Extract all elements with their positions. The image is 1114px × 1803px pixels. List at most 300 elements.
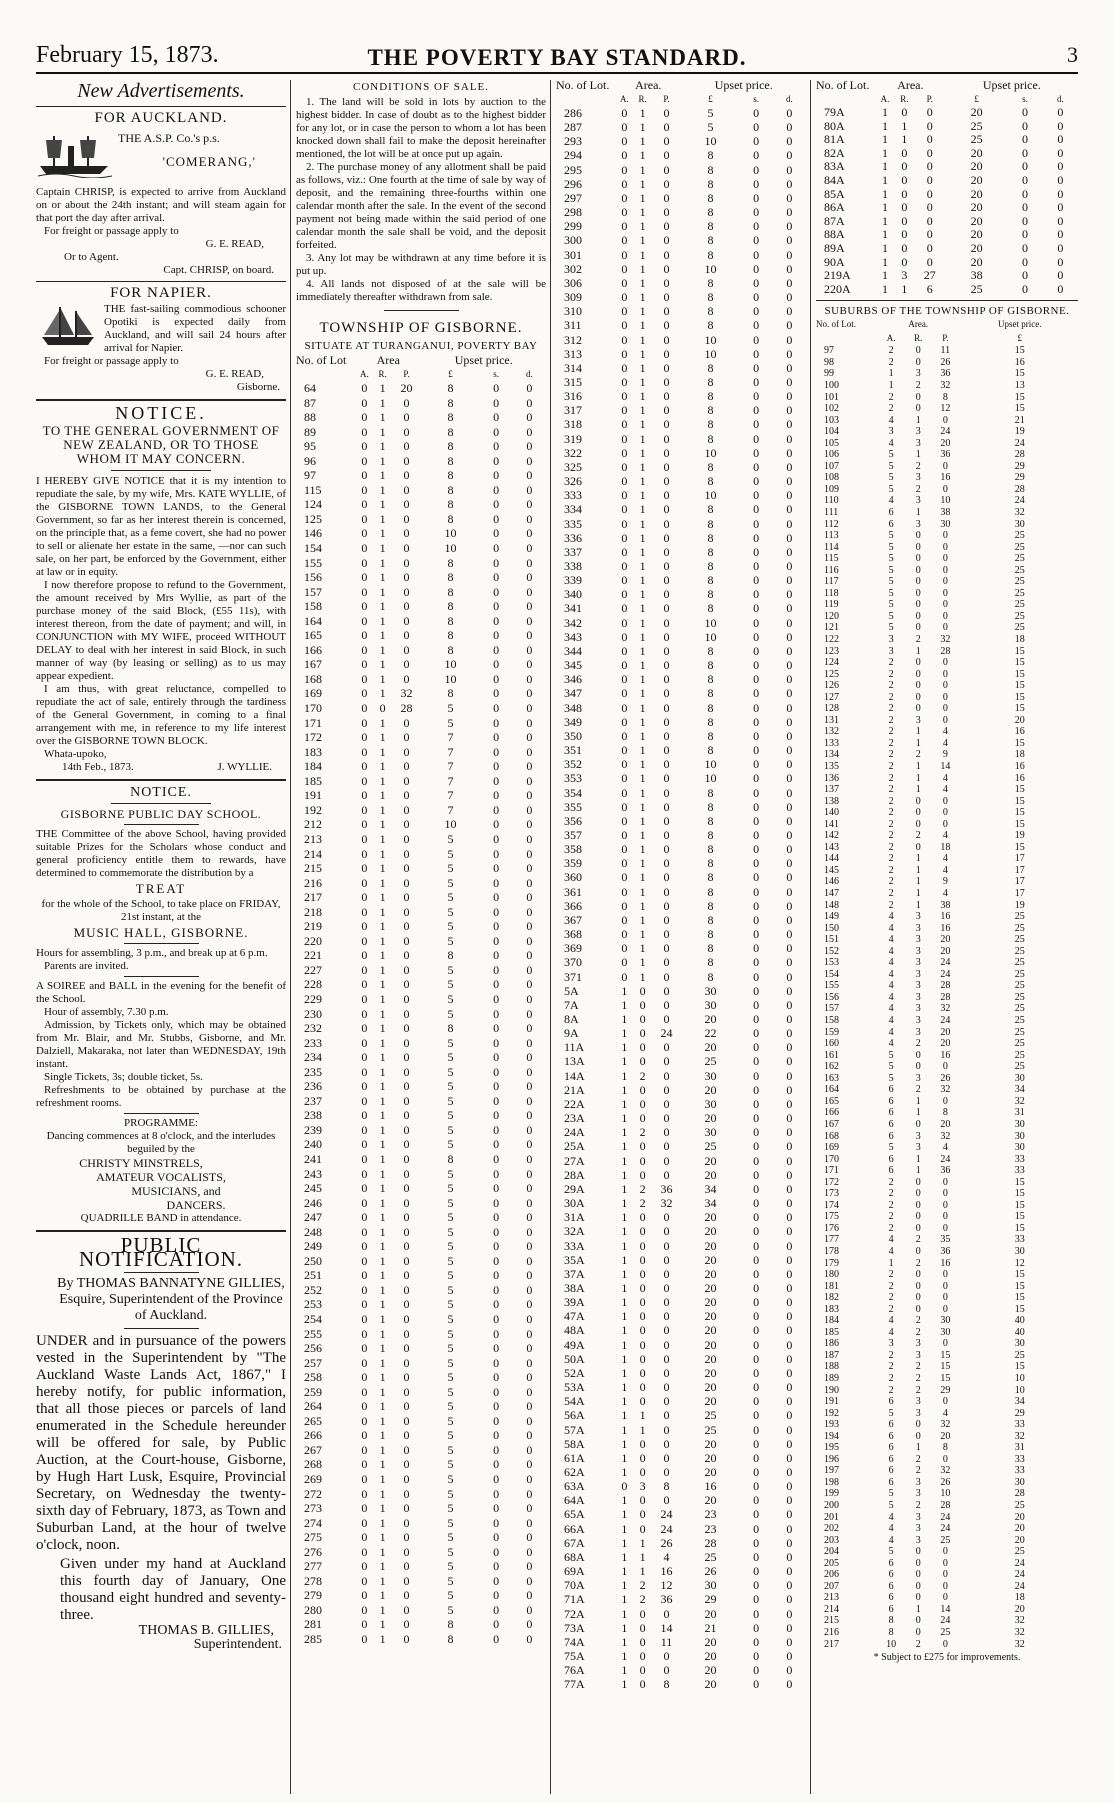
area-acres: 0 — [621, 643, 628, 658]
lot-number: 342 — [564, 615, 582, 630]
price-pence: 0 — [786, 927, 793, 942]
column-conditions-township — [296, 78, 546, 1796]
area-acres: 4 — [888, 957, 894, 969]
area-acres: 2 — [888, 818, 894, 830]
lot-number: 275 — [304, 1530, 322, 1545]
price-pounds: 16 — [704, 1479, 717, 1494]
lot-number: 212 — [304, 817, 322, 832]
lot-number: 194 — [824, 1430, 839, 1442]
price-pounds: 5 — [447, 1282, 454, 1297]
price-pence: 0 — [526, 788, 533, 803]
area-roods: 2 — [915, 830, 921, 842]
lot-number: 229 — [304, 991, 322, 1006]
lot-number: 64A — [564, 1493, 585, 1508]
lot-number: 183 — [824, 1303, 839, 1315]
area-roods: 0 — [915, 553, 921, 565]
lot-number: 326 — [564, 474, 582, 489]
area-perches: 0 — [403, 1573, 410, 1588]
price-shillings: 0 — [493, 1195, 500, 1210]
area-acres: 1 — [621, 1040, 628, 1055]
col-header-price: Upset price. — [997, 319, 1042, 330]
table-row — [556, 1394, 806, 1408]
area-perches: 0 — [663, 1606, 670, 1621]
lot-number: 198 — [824, 1476, 839, 1488]
lot-number: 151 — [824, 934, 839, 946]
area-acres: 5 — [888, 1072, 894, 1084]
area-roods: 1 — [379, 1079, 386, 1094]
area-perches: 0 — [663, 1096, 670, 1111]
lot-number: 166 — [824, 1107, 839, 1119]
price-pence: 0 — [786, 1054, 793, 1069]
price-pounds: 5 — [447, 1050, 454, 1065]
price-pence: 0 — [786, 1111, 793, 1126]
area-acres: 0 — [621, 573, 628, 588]
price-pence: 0 — [786, 1507, 793, 1522]
price-pounds: 8 — [707, 827, 714, 842]
area-roods: 1 — [379, 395, 386, 410]
area-perches: 0 — [403, 1035, 410, 1050]
area-acres: 5 — [888, 472, 894, 484]
price-pounds: 8 — [707, 672, 714, 687]
price-pence: 0 — [526, 1384, 533, 1399]
area-perches: 20 — [940, 1430, 951, 1442]
area-acres: 0 — [621, 544, 628, 559]
area-roods: 2 — [915, 1234, 921, 1246]
area-roods: 0 — [915, 610, 921, 622]
price-pounds: 25 — [1014, 622, 1025, 634]
table-row — [556, 276, 806, 290]
price-shillings: 0 — [493, 1064, 500, 1079]
table-row — [816, 680, 1078, 692]
area-acres: 0 — [621, 233, 628, 248]
table-row — [556, 333, 806, 347]
table-row — [556, 1493, 806, 1507]
area-perches: 0 — [663, 275, 670, 290]
lot-number: 230 — [304, 1006, 322, 1021]
lot-number: 88A — [824, 227, 845, 242]
lot-number: 47A — [564, 1309, 585, 1324]
area-roods: 1 — [379, 1093, 386, 1108]
lot-number: 24A — [564, 1125, 585, 1140]
lot-number: 114 — [824, 541, 839, 553]
price-shillings: 0 — [493, 817, 500, 832]
price-pounds: 5 — [447, 1384, 454, 1399]
lot-number: 248 — [304, 1224, 322, 1239]
area-perches: 15 — [940, 1361, 951, 1373]
area-roods: 1 — [639, 318, 646, 333]
table-row — [556, 800, 806, 814]
price-shillings: 0 — [753, 1507, 760, 1522]
price-shillings: 0 — [753, 559, 760, 573]
price-pounds: 15 — [1014, 657, 1025, 669]
area-roods: 0 — [915, 564, 921, 576]
divider — [124, 1328, 199, 1329]
price-pounds: 5 — [447, 1588, 454, 1603]
lot-number: 264 — [304, 1399, 322, 1414]
price-pence: 0 — [526, 1253, 533, 1268]
area-perches: 0 — [663, 290, 670, 305]
price-shillings: 0 — [493, 468, 500, 483]
price-pence: 0 — [526, 642, 533, 657]
area-perches: 20 — [940, 945, 951, 957]
price-pounds: 8 — [707, 318, 714, 333]
price-pounds: 10 — [704, 771, 717, 786]
schooner-icon — [38, 305, 98, 349]
lot-number: 316 — [564, 389, 582, 404]
lot-number: 349 — [564, 714, 582, 729]
lot-number: 172 — [304, 730, 322, 745]
price-pence: 0 — [526, 875, 533, 890]
lot-number: 174 — [824, 1199, 839, 1211]
area-roods: 0 — [639, 1323, 646, 1338]
area-roods: 1 — [379, 1530, 386, 1545]
area-roods: 0 — [915, 587, 921, 599]
area-roods: 1 — [639, 488, 646, 503]
area-acres: 0 — [621, 346, 628, 361]
price-pounds: 8 — [707, 275, 714, 290]
price-pounds: 8 — [707, 884, 714, 899]
area-acres: 0 — [621, 445, 628, 460]
price-pence: 0 — [526, 1632, 533, 1647]
area-acres: 1 — [621, 1521, 628, 1536]
price-pence: 0 — [786, 997, 793, 1012]
area-perches: 0 — [663, 459, 670, 474]
price-shillings: 0 — [753, 332, 760, 347]
price-pounds: 20 — [970, 200, 983, 215]
area-acres: 0 — [621, 870, 628, 885]
price-pence: 0 — [1057, 200, 1064, 215]
lot-number: 169 — [304, 686, 322, 701]
area-acres: 0 — [361, 715, 368, 730]
col-header-area: Area. — [897, 78, 924, 92]
area-acres: 1 — [621, 1082, 628, 1097]
area-roods: 0 — [639, 1040, 646, 1055]
lot-number: 8A — [564, 1012, 579, 1026]
table-row — [816, 634, 1078, 646]
table-row — [556, 205, 806, 219]
price-shillings: 0 — [493, 861, 500, 876]
table-row — [556, 531, 806, 545]
lot-number: 177 — [824, 1234, 839, 1246]
area-roods: 1 — [639, 927, 646, 942]
area-roods: 1 — [639, 233, 646, 248]
area-roods: 1 — [639, 785, 646, 800]
area-perches: 0 — [942, 657, 948, 669]
area-acres: 2 — [888, 1280, 894, 1292]
area-acres: 1 — [621, 1351, 628, 1366]
area-roods: 1 — [915, 853, 921, 865]
price-pence: 0 — [1057, 172, 1064, 187]
area-acres: 0 — [361, 802, 368, 817]
area-acres: 0 — [361, 1282, 368, 1297]
agent-name: G. E. READ, — [205, 368, 264, 380]
lot-number: 257 — [304, 1355, 322, 1370]
table-row — [296, 1327, 546, 1342]
area-roods: 1 — [915, 1095, 921, 1107]
table-row — [556, 616, 806, 630]
price-shillings: 0 — [753, 459, 760, 474]
table-row — [296, 803, 546, 818]
area-roods: 1 — [379, 599, 386, 614]
price-pounds: 8 — [707, 190, 714, 205]
lot-number: 221 — [304, 948, 322, 963]
area-perches: 0 — [663, 219, 670, 234]
price-pence: 0 — [786, 941, 793, 956]
area-roods: 0 — [915, 1580, 921, 1592]
area-perches: 0 — [403, 1544, 410, 1559]
area-acres: 4 — [888, 911, 894, 923]
lot-number: 155 — [304, 555, 322, 570]
table-row — [556, 856, 806, 870]
price-pence: 0 — [786, 1394, 793, 1409]
price-shillings: 0 — [753, 474, 760, 489]
lot-number: 213 — [824, 1592, 839, 1604]
area-perches: 0 — [942, 460, 948, 472]
price-pounds: 7 — [447, 730, 454, 745]
price-shillings: 0 — [493, 962, 500, 977]
area-roods: 1 — [915, 1153, 921, 1165]
area-roods: 0 — [639, 1649, 646, 1664]
lot-number: 368 — [564, 927, 582, 942]
price-pence: 0 — [786, 1564, 793, 1579]
area-acres: 0 — [621, 275, 628, 290]
price-shillings: 0 — [493, 1341, 500, 1356]
table-row — [296, 1050, 546, 1065]
price-pounds: 15 — [1014, 841, 1025, 853]
price-pence: 0 — [1057, 159, 1064, 174]
price-pence: 0 — [786, 1125, 793, 1140]
price-pence: 0 — [526, 1530, 533, 1545]
lot-number: 340 — [564, 587, 582, 602]
area-perches: 0 — [663, 1465, 670, 1479]
divider — [124, 943, 199, 944]
area-acres: 2 — [888, 1211, 894, 1223]
lot-number: 280 — [304, 1602, 322, 1617]
price-pounds: 34 — [704, 1196, 717, 1211]
area-perches: 0 — [663, 360, 670, 375]
lot-number: 269 — [304, 1472, 322, 1487]
lot-number: 38A — [564, 1280, 585, 1295]
area-roods: 3 — [915, 968, 921, 980]
table-row — [816, 1142, 1078, 1154]
price-pounds: 8 — [707, 176, 714, 191]
price-shillings: 0 — [753, 969, 760, 984]
table-row — [296, 1399, 546, 1414]
area-roods: 1 — [639, 148, 646, 163]
price-pounds: 20 — [704, 1295, 717, 1310]
price-shillings: 0 — [753, 870, 760, 885]
price-shillings: 0 — [753, 261, 760, 276]
table-row — [816, 403, 1078, 415]
price-shillings: 0 — [753, 1422, 760, 1437]
table-row — [816, 242, 1078, 256]
area-roods: 1 — [379, 1515, 386, 1530]
table-row — [556, 786, 806, 800]
lot-number: 5A — [564, 983, 579, 998]
table-row — [556, 290, 806, 304]
table-row — [816, 1200, 1078, 1212]
table-row — [816, 1292, 1078, 1304]
unit-roods: R. — [638, 94, 647, 104]
area-acres: 2 — [888, 737, 894, 749]
price-pounds: 15 — [1014, 680, 1025, 692]
area-acres: 5 — [888, 610, 894, 622]
price-pence: 0 — [786, 629, 793, 644]
lot-number: 215 — [304, 861, 322, 876]
price-pounds: 33 — [1014, 1165, 1025, 1177]
price-pence: 0 — [786, 615, 793, 630]
lot-number: 128 — [824, 703, 839, 715]
price-pence: 0 — [786, 318, 793, 333]
price-shillings: 0 — [493, 1224, 500, 1239]
area-roods: 2 — [915, 749, 921, 761]
price-pence: 0 — [526, 861, 533, 876]
area-roods: 1 — [639, 870, 646, 885]
price-pence: 0 — [526, 671, 533, 686]
area-perches: 0 — [942, 1095, 948, 1107]
price-pounds: 8 — [707, 658, 714, 673]
price-pence: 0 — [526, 1370, 533, 1385]
area-perches: 0 — [663, 1365, 670, 1380]
price-pence: 0 — [786, 374, 793, 389]
area-acres: 2 — [888, 1303, 894, 1315]
area-acres: 0 — [621, 757, 628, 772]
lot-number: 48A — [564, 1323, 585, 1338]
price-pence: 0 — [1057, 281, 1064, 296]
lot-number: 127 — [824, 691, 839, 703]
price-pounds: 5 — [447, 1166, 454, 1181]
column-advertisements — [36, 78, 286, 1796]
price-pence: 0 — [526, 555, 533, 570]
price-pounds: 16 — [1014, 726, 1025, 738]
area-perches: 8 — [942, 1107, 948, 1119]
price-shillings: 0 — [753, 1620, 760, 1635]
table-row — [296, 1414, 546, 1429]
price-pounds: 8 — [707, 799, 714, 814]
area-acres: 1 — [621, 1578, 628, 1593]
price-pounds: 5 — [447, 1268, 454, 1283]
price-pounds: 30 — [1014, 1245, 1025, 1257]
table-row — [816, 1084, 1078, 1096]
price-pounds: 25 — [1014, 541, 1025, 553]
area-acres: 0 — [361, 1239, 368, 1254]
price-pounds: 20 — [704, 1436, 717, 1451]
area-perches: 0 — [663, 1323, 670, 1338]
price-pounds: 30 — [1014, 1130, 1025, 1142]
price-pounds: 25 — [1014, 957, 1025, 969]
lot-number: 35A — [564, 1252, 585, 1267]
table-row — [296, 1457, 546, 1472]
area-acres: 5 — [888, 622, 894, 634]
area-acres: 2 — [888, 680, 894, 692]
area-roods: 2 — [915, 1084, 921, 1096]
area-perches: 0 — [942, 818, 948, 830]
lot-number: 168 — [304, 671, 322, 686]
area-acres: 5 — [888, 1407, 894, 1419]
dancers-line: DANCERS. — [166, 1198, 226, 1212]
lot-number: 29A — [564, 1181, 585, 1196]
lot-number: 173 — [824, 1188, 839, 1200]
lot-number: 30A — [564, 1196, 585, 1211]
area-acres: 0 — [621, 474, 628, 489]
price-pounds: 5 — [447, 1064, 454, 1079]
area-roods: 1 — [639, 898, 646, 913]
table-row — [556, 389, 806, 403]
area-roods: 0 — [901, 159, 908, 174]
price-pence: 0 — [786, 1365, 793, 1380]
area-perches: 0 — [942, 1061, 948, 1073]
price-pence: 0 — [786, 1295, 793, 1310]
area-perches: 0 — [403, 1181, 410, 1196]
area-roods: 1 — [379, 817, 386, 832]
lot-number: 162 — [824, 1061, 839, 1073]
lot-number: 167 — [824, 1118, 839, 1130]
lot-number: 163 — [824, 1072, 839, 1084]
table-row — [556, 1437, 806, 1451]
area-acres: 5 — [888, 576, 894, 588]
lot-number: 66A — [564, 1521, 585, 1536]
table-row — [556, 304, 806, 318]
area-roods: 1 — [379, 773, 386, 788]
price-pence: 0 — [526, 570, 533, 585]
table-row — [816, 1546, 1078, 1558]
table-row — [296, 847, 546, 862]
area-perches: 0 — [403, 991, 410, 1006]
area-perches: 0 — [663, 573, 670, 588]
lot-number: 181 — [824, 1280, 839, 1292]
area-acres: 0 — [621, 615, 628, 630]
price-pounds: 10 — [444, 541, 457, 556]
table-row — [816, 565, 1078, 577]
price-pounds: 5 — [447, 831, 454, 846]
table-row — [816, 1373, 1078, 1385]
area-perches: 0 — [942, 599, 948, 611]
area-roods: 1 — [379, 1195, 386, 1210]
price-pounds: 8 — [707, 969, 714, 984]
lot-number: 217 — [304, 890, 322, 905]
table-row — [296, 1021, 546, 1036]
price-pence: 0 — [526, 1486, 533, 1501]
area-acres: 0 — [621, 417, 628, 432]
price-pence: 0 — [526, 1239, 533, 1254]
lot-number: 64 — [304, 381, 316, 395]
lot-number: 286 — [564, 106, 582, 120]
table-row — [556, 361, 806, 375]
area-acres: 2 — [888, 1372, 894, 1384]
area-acres: 1 — [888, 1257, 894, 1269]
area-perches: 0 — [663, 162, 670, 177]
lot-number: 84A — [824, 172, 845, 187]
table-row — [556, 1550, 806, 1564]
area-roods: 2 — [915, 1257, 921, 1269]
price-pounds: 16 — [1014, 772, 1025, 784]
area-roods: 1 — [639, 587, 646, 602]
price-pence: 0 — [526, 962, 533, 977]
area-acres: 1 — [621, 1408, 628, 1423]
area-perches: 0 — [663, 842, 670, 857]
table-row — [556, 1663, 806, 1677]
area-roods: 1 — [639, 573, 646, 588]
area-roods: 1 — [639, 615, 646, 630]
price-shillings: 0 — [753, 1252, 760, 1267]
price-shillings: 0 — [493, 904, 500, 919]
table-row — [816, 1408, 1078, 1420]
price-pence: 0 — [526, 1573, 533, 1588]
table-row — [816, 1073, 1078, 1085]
lot-number: 319 — [564, 431, 582, 446]
unit-pence: d. — [1056, 94, 1064, 104]
price-pounds: 20 — [704, 1012, 717, 1026]
